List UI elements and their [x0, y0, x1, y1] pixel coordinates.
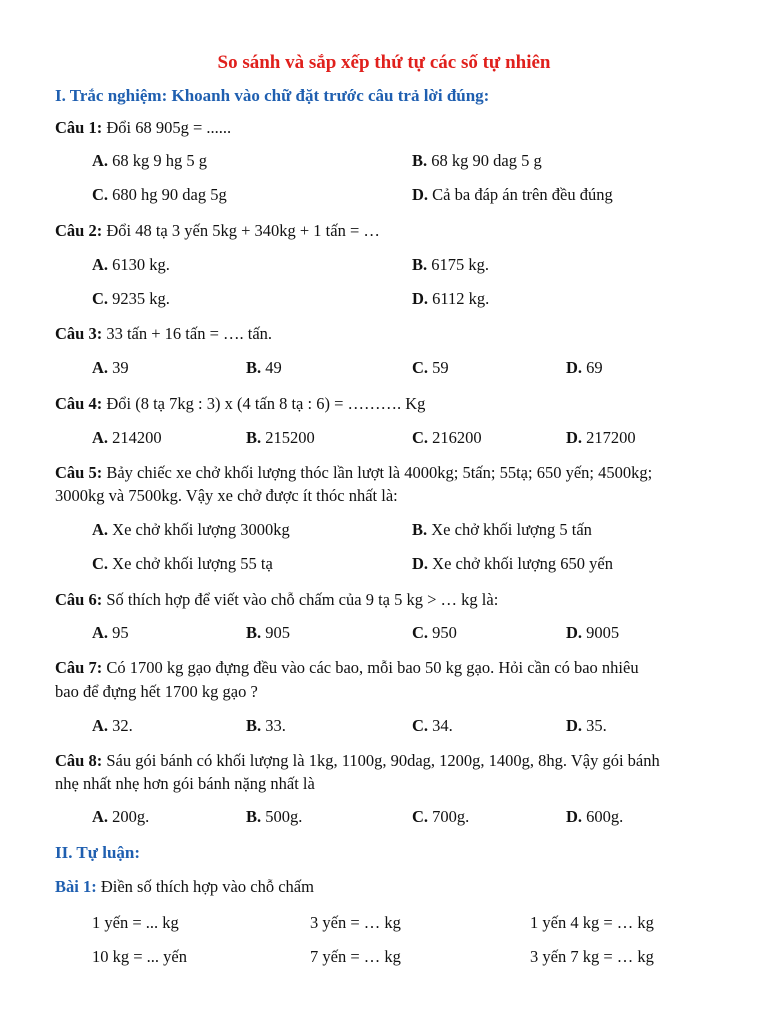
- q7-option-c: C. 34.: [412, 716, 453, 735]
- question-text: Bảy chiếc xe chở khối lượng thóc lần lượt là 4000kg; 5tấn; 55tạ; 650 yến; 4500kg;: [102, 463, 653, 482]
- q2-option-b: B. 6175 kg.: [412, 255, 490, 274]
- q1-option-a: A. 68 kg 9 hg 5 g: [92, 151, 208, 170]
- q8-option-a: A. 200g.: [92, 807, 150, 826]
- section-1-heading: I. Trắc nghiệm: Khoanh vào chữ đặt trước câu trả lời đúng:: [55, 86, 490, 105]
- page-title: So sánh và sắp xếp thứ tự các số tự nhiên: [217, 52, 551, 73]
- q6-option-c: C. 950: [412, 623, 457, 642]
- q7-option-a: A. 32.: [92, 716, 133, 735]
- q4-option-a: A. 214200: [92, 428, 162, 447]
- q3-option-b: B. 49: [246, 358, 282, 377]
- question-label: Câu 1:: [55, 118, 103, 137]
- q6-option-d: D. 9005: [566, 623, 620, 642]
- q5-option-d: D. Xe chở khối lượng 650 yến: [412, 554, 613, 573]
- q1-option-c: C. 680 hg 90 dag 5g: [92, 185, 227, 204]
- question-label: Câu 8:: [55, 751, 103, 770]
- question-text: Sáu gói bánh có khối lượng là 1kg, 1100g, 90dag, 1200g, 1400g, 8hg. Vậy gói bánh: [102, 751, 660, 770]
- question-4: [55, 393, 425, 415]
- q4-option-c: C. 216200: [412, 428, 482, 447]
- q4-option-b: B. 215200: [246, 428, 315, 447]
- q8-option-d: D. 600g.: [566, 807, 624, 826]
- question-text: Đổi 68 905g = ......: [102, 118, 232, 137]
- q3-option-c: C. 59: [412, 358, 449, 377]
- question-2: [55, 220, 380, 242]
- question-label: Câu 7:: [55, 658, 103, 677]
- q5-option-b: B. Xe chở khối lượng 5 tấn: [412, 520, 592, 539]
- q2-option-a: A. 6130 kg.: [92, 255, 170, 274]
- q4-option-d: D. 217200: [566, 428, 636, 447]
- exercise-1: [55, 876, 314, 898]
- q3-option-a: A. 39: [92, 358, 129, 377]
- q6-option-b: B. 905: [246, 623, 291, 642]
- section-2-heading: II. Tự luận:: [55, 843, 141, 862]
- q6-option-a: A. 95: [92, 623, 129, 642]
- question-7-continued: bao để đựng hết 1700 kg gạo ?: [55, 682, 258, 701]
- question-text: Số thích hợp để viết vào chỗ chấm của 9 tạ 5 kg > … kg là:: [102, 590, 499, 609]
- q8-option-b: B. 500g.: [246, 807, 303, 826]
- question-3: [55, 323, 272, 345]
- question-1: [55, 117, 231, 139]
- q7-option-b: B. 33.: [246, 716, 286, 735]
- q1-option-d: D. Cả ba đáp án trên đều đúng: [412, 185, 613, 204]
- q3-option-d: D. 69: [566, 358, 603, 377]
- question-text: Đổi (8 tạ 7kg : 3) x (4 tấn 8 tạ : 6) = ………. Kg: [102, 394, 426, 413]
- question-6: [55, 589, 498, 611]
- q2-option-c: C. 9235 kg.: [92, 289, 170, 308]
- question-8-continued: nhẹ nhất nhẹ hơn gói bánh nặng nhất là: [55, 774, 315, 793]
- q5-option-a: A. Xe chở khối lượng 3000kg: [92, 520, 290, 539]
- question-label: Câu 6:: [55, 590, 103, 609]
- fill-blank-4: 10 kg = ... yến: [92, 947, 188, 966]
- question-7: [55, 657, 639, 679]
- fill-blank-3: 1 yến 4 kg = … kg: [530, 913, 654, 932]
- exercise-label: Bài 1:: [55, 877, 97, 896]
- question-text: Đổi 48 tạ 3 yến 5kg + 340kg + 1 tấn = …: [102, 221, 380, 240]
- fill-blank-1: 1 yến = ... kg: [92, 913, 179, 932]
- fill-blank-2: 3 yến = … kg: [310, 913, 401, 932]
- exercise-text: Điền số thích hợp vào chỗ chấm: [96, 877, 314, 896]
- question-5: [55, 462, 652, 484]
- question-label: Câu 2:: [55, 221, 103, 240]
- question-label: Câu 4:: [55, 394, 103, 413]
- question-text: Có 1700 kg gạo đựng đều vào các bao, mỗi bao 50 kg gạo. Hỏi cần có bao nhiêu: [102, 658, 639, 677]
- q1-option-b: B. 68 kg 90 dag 5 g: [412, 151, 542, 170]
- fill-blank-5: 7 yến = … kg: [310, 947, 401, 966]
- question-label: Câu 5:: [55, 463, 103, 482]
- question-label: Câu 3:: [55, 324, 103, 343]
- q7-option-d: D. 35.: [566, 716, 607, 735]
- question-text: 33 tấn + 16 tấn = …. tấn.: [102, 324, 273, 343]
- fill-blank-6: 3 yến 7 kg = … kg: [530, 947, 654, 966]
- question-8: [55, 750, 660, 772]
- question-5-continued: 3000kg và 7500kg. Vậy xe chở được ít thóc nhất là:: [55, 486, 398, 505]
- q2-option-d: D. 6112 kg.: [412, 289, 490, 308]
- q8-option-c: C. 700g.: [412, 807, 470, 826]
- q5-option-c: C. Xe chở khối lượng 55 tạ: [92, 554, 273, 573]
